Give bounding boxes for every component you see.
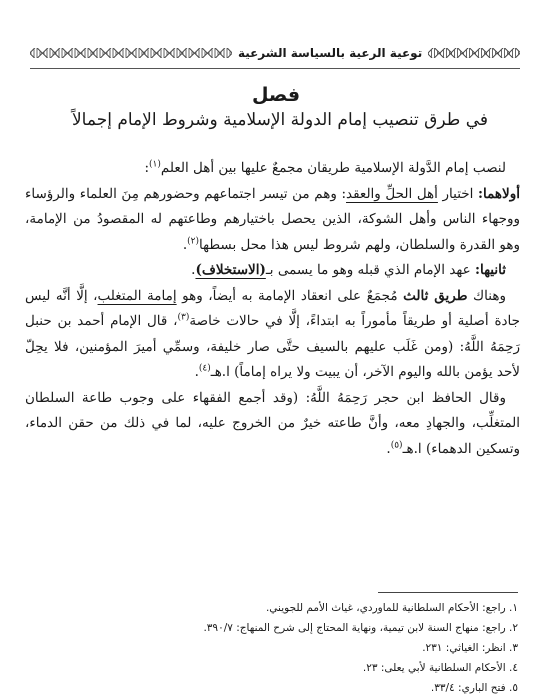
ibn-hajar-text: وقال الحافظ ابن حجر رَحِمَهُ اللَّهُ: (وقد أجمع الفقهاء على وجوب طاعة السلطان المتغلِّب، والجهادِ معه، وأنَّ طاعته خيرٌ من الخروج عليه، لما في ذلك من حقن الدماء، وتسكين الدهماء) ا.هـ [25,389,520,457]
second-method-term: (الاستخلاف) [195,262,266,278]
intro-text: لنصب إمام الدَّولة الإسلامية طريقان مجمعٌ عليها بين أهل العلم [160,160,506,176]
body-text [25,156,520,462]
paragraph-first-method [25,182,520,259]
footnote-ref-5[interactable]: (٥) [390,440,403,450]
intro-end: : [144,160,149,176]
header-divider [30,68,520,69]
footnote-2: ٢. راجع: منهاج السنة لابن تيمية، ونهاية المحتاج إلى شرح المنهاج: ٣٩٠/٧. [203,622,518,634]
paragraph-second-method [25,258,520,284]
third-method-label: طريق ثالث [403,287,468,304]
footnote-1: ١. راجع: الأحكام السلطانية للماوردي، غياث الأمم للجويني. [265,602,518,614]
first-method-text: : وهم من تيسر اجتماعهم وحضورهم مِنَ العلماء والرؤساء ووجهاء الناس وأهل الشوكة، الذين يحصل باختيارهم وطاعتهم له المقصودُ من الإمامة، وهو القدرة والسلطان، ولهم شروط ليس هذا محل بسطها [25,185,520,253]
paragraph-ibn-hajar [25,386,520,463]
footnote-divider [378,592,518,593]
footnote-ref-2[interactable]: (٢) [187,236,199,246]
first-method-label: أولاهما: [478,185,520,202]
paragraph-intro [25,156,520,182]
first-method-end: . [182,236,188,253]
paragraph-third-method [25,284,520,386]
footnote-5: ٥. فتح الباري: ٣٣/٤. [430,682,518,694]
footnote-ref-1[interactable]: (١) [149,159,161,170]
footnote-4: ٤. الأحكام السلطانية لأبي يعلى: ٢٣. [362,662,518,674]
section-title: في طرق تنصيب إمام الدولة الإسلامية وشروط الإمام إجمالاً [71,110,488,130]
third-method-mid: مُجمَعٌ على انعقاد الإمامة به أيضاً، وهو [176,287,404,304]
third-method-end: . [194,364,199,380]
running-title: توعية الرعية بالسياسة الشرعية [237,46,423,60]
header-ornament-left [30,48,232,58]
second-method-pre: عهد الإمام الذي قبله وهو ما يسمى بـ [265,262,475,278]
ibn-hajar-end: . [386,440,391,457]
footnote-ref-3[interactable]: (٣) [177,312,190,323]
footnotes [38,598,518,698]
footnote-ref-4[interactable]: (٤) [198,363,211,374]
header-ornament-right [428,48,520,58]
first-method-term: أهل الحلِّ والعقد [346,185,438,202]
running-header [30,42,520,64]
section-label: فصل [251,84,301,106]
first-method-pre: اختيار [437,185,478,202]
second-method-label: ثانيها: [474,262,506,278]
third-method-text: ، إلَّا أنَّه ليس جادة أصلية أو طريقاً مأموراً به ابتداءً، إلَّا في حالات خاصة [25,287,520,329]
third-method-pre: وهناك [467,287,506,304]
second-method-end: . [191,262,196,278]
third-method-term: إمامة المتغلب [97,287,177,304]
third-method-text-2: ، قال الإمام أحمد بن حنبل رَحِمَهُ اللَّهُ: (ومن غَلَب عليهم بالسيف حتَّى صار خليفة، وسمِّي أميرَ المؤمنين، فلا يحِلّ لأحد يؤمن بالله واليوم الآخر، أن يبيت ولا يراه إماماً) ا.هـ [25,313,520,380]
footnote-3: ٣. انظر: الغياثي: ٢٣١. [422,642,518,654]
